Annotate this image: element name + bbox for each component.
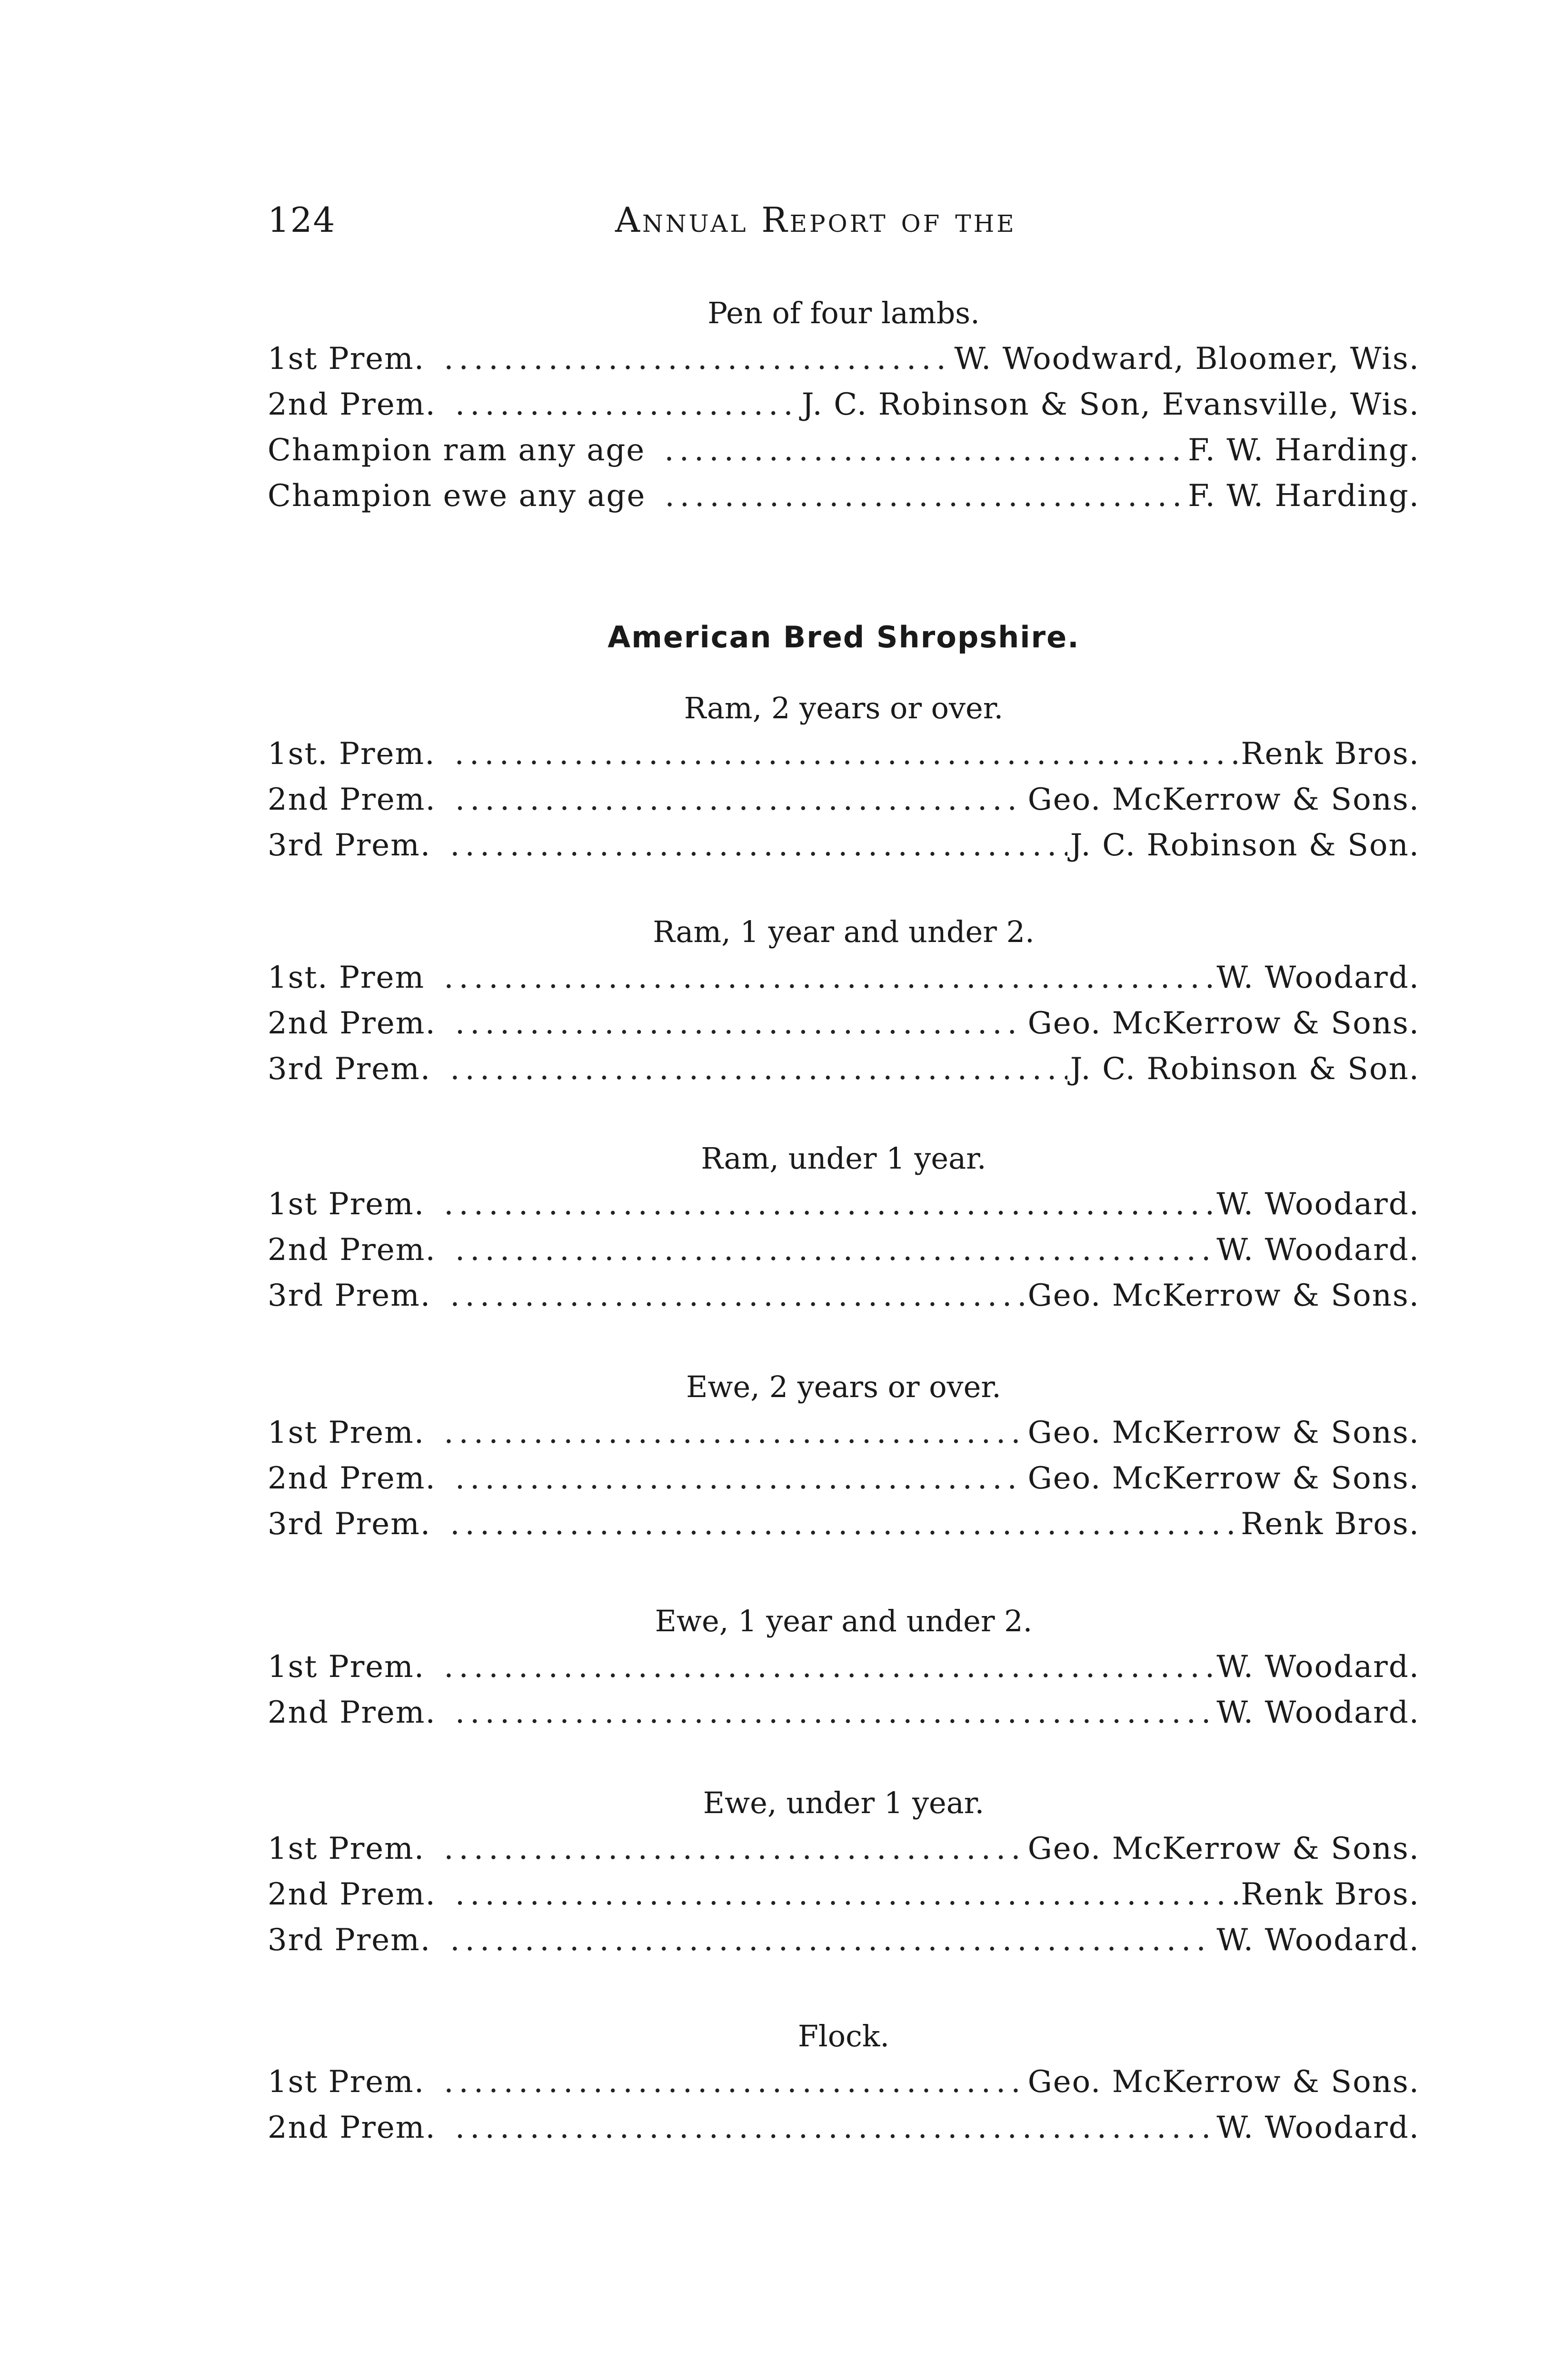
section-ram-1-year — [268, 909, 1420, 1092]
section-title: American Bred Shropshire. — [608, 620, 1080, 654]
class-heading: Ewe, 1 year and under 2. — [655, 1604, 1033, 1638]
dot-leader — [450, 1917, 1214, 1963]
award-entry — [268, 1872, 1420, 1917]
award-entry — [268, 2059, 1420, 2105]
dot-leader — [455, 382, 799, 427]
award-label: 2nd Prem. — [268, 1877, 436, 1912]
award-label: 2nd Prem. — [268, 1006, 436, 1041]
award-label: 3rd Prem. — [268, 1507, 431, 1542]
award-label: 1st Prem. — [268, 1187, 425, 1222]
award-winner: W. Woodard. — [1216, 1187, 1420, 1222]
award-winner: Geo. McKerrow & Sons. — [1027, 2064, 1420, 2100]
award-winner: Renk Bros. — [1241, 736, 1420, 772]
award-winner: Renk Bros. — [1241, 1507, 1420, 1542]
award-winner: Geo. McKerrow & Sons. — [1027, 1278, 1420, 1313]
award-entry — [268, 1001, 1420, 1046]
award-winner: Geo. McKerrow & Sons. — [1027, 1006, 1420, 1041]
class-heading: Flock. — [797, 2019, 890, 2053]
award-label: 3rd Prem. — [268, 1278, 431, 1313]
award-entry — [268, 955, 1420, 1001]
class-heading: Ram, under 1 year. — [701, 1141, 986, 1176]
award-entry — [268, 1046, 1420, 1092]
page-header — [268, 200, 1424, 257]
award-winner: Renk Bros. — [1241, 1877, 1420, 1912]
section-ram-under-1-year — [268, 1136, 1420, 1319]
dot-leader — [665, 473, 1185, 519]
award-entry — [268, 336, 1420, 382]
award-winner: F. W. Harding. — [1188, 433, 1420, 468]
dot-leader — [664, 427, 1185, 473]
dot-leader — [444, 1181, 1214, 1227]
award-entry — [268, 1456, 1420, 1501]
award-winner: Geo. McKerrow & Sons. — [1027, 1831, 1420, 1866]
dot-leader — [455, 1227, 1214, 1273]
dot-leader — [444, 1826, 1025, 1872]
dot-leader — [444, 955, 1214, 1001]
class-heading: Ram, 2 years or over. — [684, 691, 1004, 725]
class-heading: Ewe, 2 years or over. — [686, 1369, 1001, 1404]
award-winner: W. Woodard. — [1216, 960, 1420, 995]
award-entry — [268, 1690, 1420, 1735]
section-ram-2-years — [268, 611, 1420, 868]
dot-leader — [450, 1273, 1025, 1319]
award-winner: W. Woodard. — [1216, 1695, 1420, 1730]
award-label: Champion ram any age — [268, 433, 646, 468]
dot-leader — [455, 1001, 1025, 1046]
dot-leader — [455, 777, 1025, 823]
award-winner: W. Woodard. — [1216, 1923, 1420, 1958]
dot-leader — [455, 1690, 1214, 1735]
dot-leader — [450, 823, 1067, 868]
award-label: 1st Prem. — [268, 1831, 425, 1866]
dot-leader — [444, 1410, 1025, 1456]
award-entry — [268, 1181, 1420, 1227]
award-winner: W. Woodard. — [1216, 1232, 1420, 1268]
page-number: 124 — [268, 200, 336, 240]
award-entry — [268, 427, 1420, 473]
award-label: 2nd Prem. — [268, 387, 436, 422]
award-label: 1st. Prem. — [268, 736, 436, 772]
dot-leader — [444, 336, 951, 382]
award-winner: J. C. Robinson & Son. — [1070, 1051, 1420, 1087]
award-label: 3rd Prem. — [268, 1051, 431, 1087]
award-label: 1st Prem. — [268, 1649, 425, 1685]
section-ewe-2-years — [268, 1364, 1420, 1547]
award-entry — [268, 731, 1420, 777]
dot-leader — [444, 1644, 1214, 1690]
award-winner: Geo. McKerrow & Sons. — [1027, 1415, 1420, 1450]
award-entry — [268, 1917, 1420, 1963]
award-entry — [268, 1273, 1420, 1319]
award-entry — [268, 1410, 1420, 1456]
dot-leader — [455, 1872, 1238, 1917]
award-entry — [268, 382, 1420, 427]
dot-leader — [450, 1046, 1067, 1092]
award-label: 3rd Prem. — [268, 828, 431, 863]
class-heading: Ewe, under 1 year. — [703, 1785, 985, 1820]
award-label: 2nd Prem. — [268, 1232, 436, 1268]
award-winner: Geo. McKerrow & Sons. — [1027, 1461, 1420, 1496]
section-ewe-1-year — [268, 1598, 1420, 1735]
award-label: 1st Prem. — [268, 341, 425, 377]
award-winner: J. C. Robinson & Son, Evansville, Wis. — [801, 387, 1420, 422]
award-label: 2nd Prem. — [268, 2110, 436, 2145]
award-label: 2nd Prem. — [268, 1695, 436, 1730]
award-label: 2nd Prem. — [268, 1461, 436, 1496]
award-entry — [268, 1644, 1420, 1690]
award-entry — [268, 473, 1420, 519]
award-entry — [268, 1227, 1420, 1273]
class-heading: Ram, 1 year and under 2. — [653, 914, 1035, 949]
dot-leader — [455, 2105, 1214, 2151]
award-entry — [268, 1501, 1420, 1547]
award-label: 2nd Prem. — [268, 782, 436, 817]
award-winner: J. C. Robinson & Son. — [1070, 828, 1420, 863]
award-entry — [268, 777, 1420, 823]
award-label: 1st Prem. — [268, 1415, 425, 1450]
award-label: Champion ewe any age — [268, 478, 646, 514]
award-winner: W. Woodard. — [1216, 1649, 1420, 1685]
dot-leader — [450, 1501, 1238, 1547]
dot-leader — [455, 1456, 1025, 1501]
section-ewe-under-1-year — [268, 1780, 1420, 1963]
award-entry — [268, 823, 1420, 868]
award-winner: W. Woodward, Bloomer, Wis. — [954, 341, 1420, 377]
award-winner: F. W. Harding. — [1188, 478, 1420, 514]
dot-leader — [444, 2059, 1025, 2105]
section-flock — [268, 2013, 1420, 2151]
section-pen-of-four-lambs — [268, 290, 1420, 519]
class-heading: Pen of four lambs. — [707, 296, 980, 330]
award-winner: Geo. McKerrow & Sons. — [1027, 782, 1420, 817]
running-head: Annual Report of the — [615, 200, 1016, 240]
award-label: 3rd Prem. — [268, 1923, 431, 1958]
award-entry — [268, 2105, 1420, 2151]
award-label: 1st. Prem — [268, 960, 425, 995]
award-entry — [268, 1826, 1420, 1872]
dot-leader — [455, 731, 1238, 777]
award-winner: W. Woodard. — [1216, 2110, 1420, 2145]
award-label: 1st Prem. — [268, 2064, 425, 2100]
